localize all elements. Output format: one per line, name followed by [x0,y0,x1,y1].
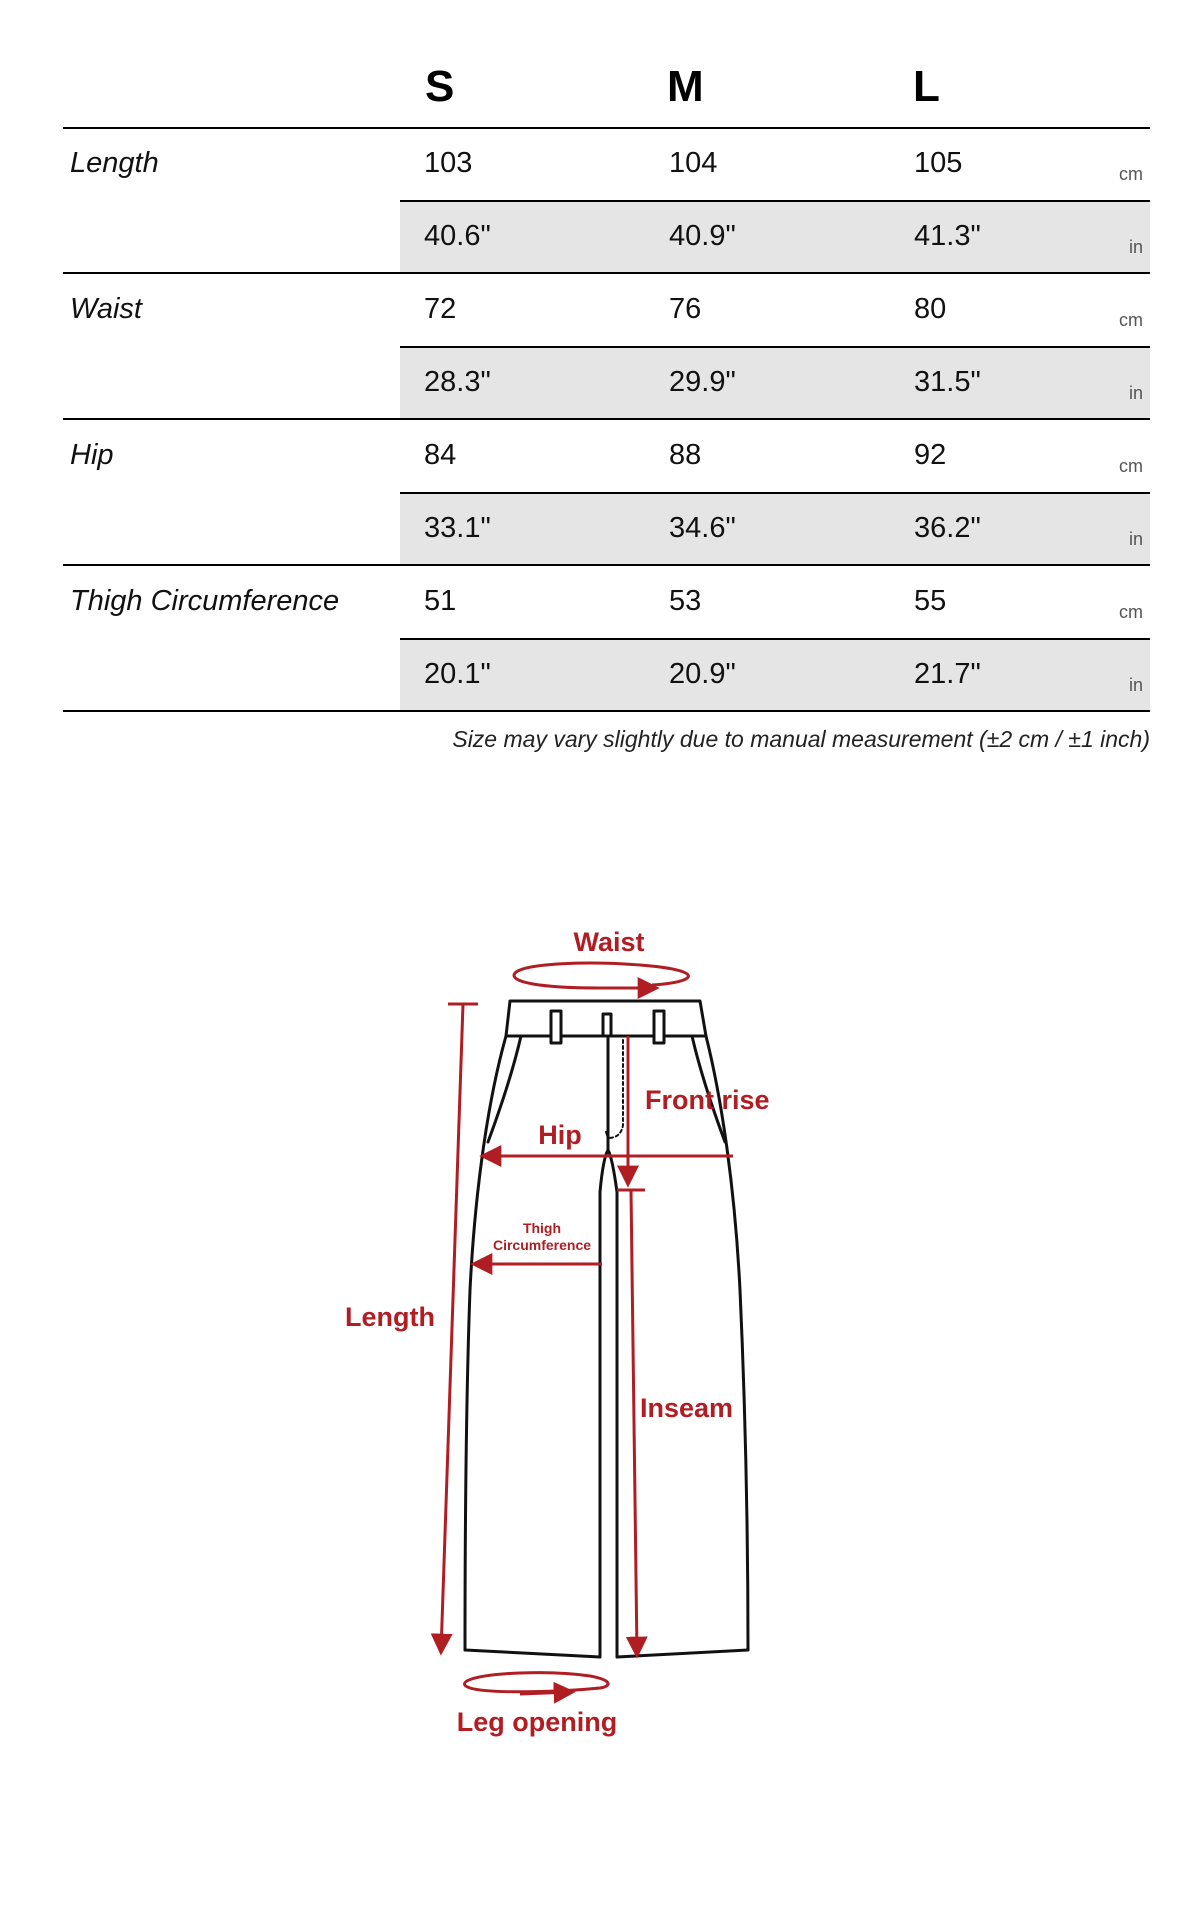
unit-in: in [1128,237,1143,257]
row-label-length: Length [70,147,159,179]
label-front-rise: Front rise [645,1085,770,1115]
cell-length-s-in: 40.6" [424,220,491,252]
unit-in: in [1128,529,1143,549]
length-arrow [441,1004,463,1652]
cell-waist-l-cm: 80 [914,293,947,325]
cell-waist-m-cm: 76 [669,293,702,325]
size-header-m: M [667,62,704,111]
cell-hip-l-in: 36.2" [914,512,981,544]
unit-cm: cm [1119,456,1143,476]
cell-waist-s-cm: 72 [424,293,457,325]
cell-length-l-cm: 105 [914,147,963,179]
cell-thigh-l-cm: 55 [914,585,947,617]
unit-cm: cm [1119,310,1143,330]
waist-arrow [514,963,688,988]
unit-cm: cm [1119,164,1143,184]
unit-in: in [1128,675,1143,695]
cell-length-l-in: 41.3" [914,220,981,252]
leg-opening-ellipse [464,1673,608,1692]
measurement-lines [441,963,733,1694]
cell-thigh-s-in: 20.1" [424,658,491,690]
cell-thigh-l-in: 21.7" [914,658,981,690]
leg-opening-arrow [520,1692,572,1694]
label-waist: Waist [573,927,645,957]
cell-waist-m-in: 29.9" [669,366,736,398]
cell-thigh-m-cm: 53 [669,585,702,617]
label-thigh-line1: Thigh [522,1220,562,1236]
label-inseam: Inseam [640,1393,734,1423]
unit-in: in [1128,383,1143,403]
cell-length-m-cm: 104 [669,147,718,179]
row-label-thigh: Thigh Circumference [70,585,340,617]
unit-cm: cm [1119,602,1143,622]
label-length: Length [345,1302,435,1332]
cell-thigh-s-cm: 51 [424,585,457,617]
measurement-note: Size may vary slightly due to manual measurement (±2 cm / ±1 inch) [452,726,1150,752]
cell-length-s-cm: 103 [424,147,473,179]
cell-thigh-m-in: 20.9" [669,658,736,690]
size-header-s: S [425,62,455,111]
cell-hip-s-in: 33.1" [424,512,491,544]
label-thigh-line2: Circumference [492,1237,592,1253]
cell-waist-l-in: 31.5" [914,366,981,398]
cell-waist-s-in: 28.3" [424,366,491,398]
cell-hip-l-cm: 92 [914,439,947,471]
cell-hip-s-cm: 84 [424,439,457,471]
cell-hip-m-in: 34.6" [669,512,736,544]
row-label-hip: Hip [70,439,114,471]
label-leg-opening: Leg opening [456,1707,618,1737]
cell-length-m-in: 40.9" [669,220,736,252]
label-hip: Hip [538,1120,582,1150]
inseam-arrow [631,1190,637,1655]
cell-hip-m-cm: 88 [669,439,702,471]
row-label-waist: Waist [70,293,142,325]
size-header-l: L [913,62,940,111]
